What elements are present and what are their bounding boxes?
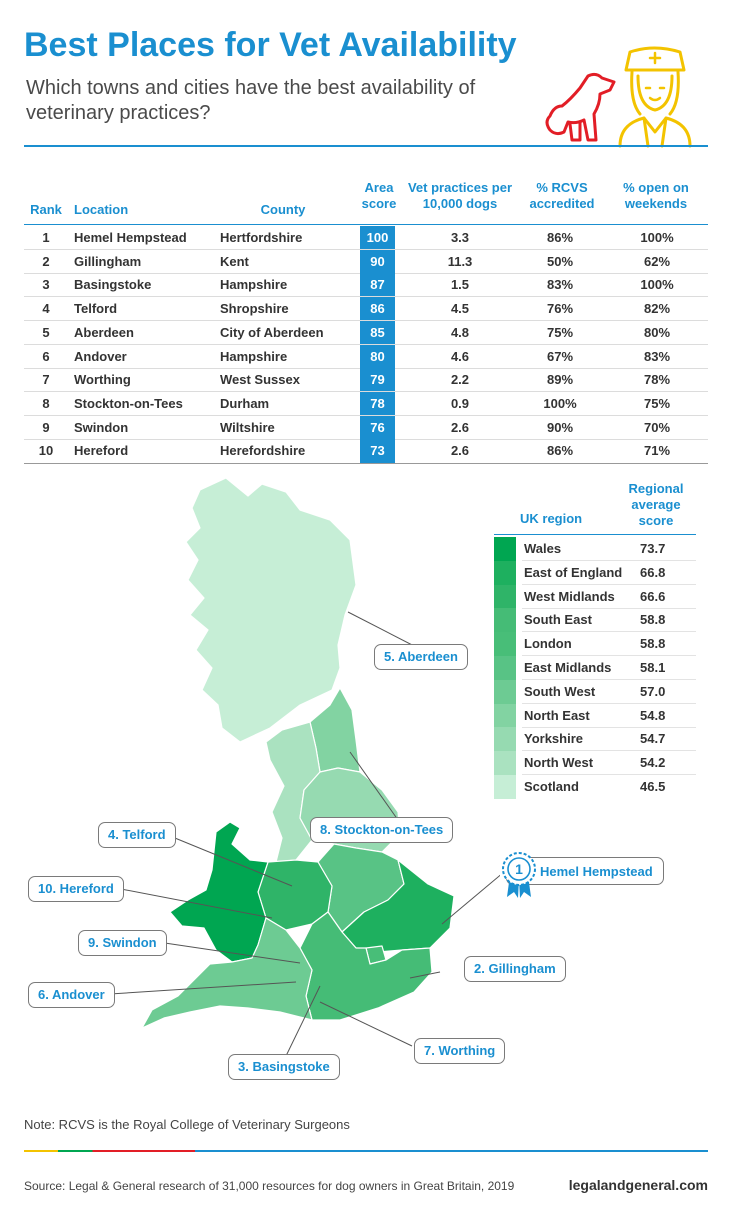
cell-rcvs: 86%: [546, 443, 574, 459]
legend-region-name: North West: [524, 755, 594, 771]
cell-weekends: 100%: [640, 230, 674, 245]
callout-hemel: Hemel Hempstead: [540, 864, 653, 879]
cell-rcvs: 86%: [546, 230, 574, 245]
cell-weekends: 100%: [640, 277, 674, 293]
table-row: [24, 273, 708, 297]
legend-swatch: [494, 751, 516, 775]
cell-rcvs: 100%: [543, 395, 577, 411]
cell-location: Basingstoke: [74, 277, 152, 293]
cell-county: Kent: [220, 253, 249, 269]
cell-rank: 6: [42, 348, 50, 364]
cell-county: West Sussex: [220, 372, 300, 388]
cell-rank: 2: [42, 253, 50, 269]
legend-region-score: 54.2: [640, 755, 666, 771]
page-title: Best Places for Vet Availability: [24, 26, 517, 64]
cell-county: Shropshire: [220, 301, 289, 317]
col-header-rcvs: % RCVS accredited: [529, 180, 595, 211]
table-header-divider: [24, 224, 708, 225]
cell-vets: 11.3: [447, 253, 473, 269]
cell-score: 78: [360, 392, 395, 416]
cell-rcvs: 83%: [546, 277, 574, 293]
cell-county: Hertfordshire: [220, 230, 303, 245]
table-row: [24, 250, 708, 274]
cell-rank: 3: [42, 277, 50, 293]
col-header-weekends: % open on weekends: [623, 180, 689, 211]
col-header-rank: Rank: [30, 202, 62, 217]
legend-item: [494, 537, 696, 561]
region-scotland: [186, 478, 356, 742]
cell-rank: 8: [42, 395, 50, 411]
page-subtitle: Which towns and cities have the best availability of veterinary practices?: [26, 77, 476, 124]
callout-swindon: 9. Swindon: [78, 930, 167, 956]
legend-item: [494, 561, 696, 585]
footnote: Note: RCVS is the Royal College of Veterinary Surgeons: [24, 1117, 350, 1132]
cell-vets: 4.8: [450, 324, 470, 340]
table-row: [24, 321, 708, 345]
col-header-location: Location: [74, 202, 129, 217]
cell-weekends: 82%: [643, 301, 671, 317]
table-row: [24, 416, 708, 440]
legend-region-score: 54.7: [640, 731, 666, 747]
legend-item: [494, 751, 696, 775]
cell-weekends: 75%: [643, 395, 671, 411]
cell-location: Telford: [74, 301, 118, 317]
legend-region-name: North East: [524, 707, 590, 723]
cell-weekends: 80%: [643, 324, 671, 340]
legend-region-name: East of England: [524, 564, 623, 580]
legend-region-score: 73.7: [640, 541, 666, 556]
cell-rcvs: 90%: [546, 419, 574, 435]
cell-location: Worthing: [74, 372, 131, 388]
legend-item: [494, 775, 696, 799]
hero-illustration: [540, 44, 710, 148]
col-header-score: Area score: [361, 180, 397, 211]
legend-region-name: South East: [524, 612, 592, 628]
cell-rcvs: 67%: [546, 348, 574, 364]
legend-swatch: [494, 680, 516, 704]
region-wales: [170, 822, 268, 962]
callout-gillingham: 2. Gillingham: [464, 956, 566, 982]
legend-region-name: East Midlands: [524, 660, 612, 675]
legend-item: [494, 632, 696, 656]
cell-rcvs: 75%: [546, 324, 574, 340]
legend-divider: [494, 534, 696, 535]
legend-swatch: [494, 704, 516, 728]
legend-region-score: 58.8: [640, 636, 666, 652]
source-note: Source: Legal & General research of 31,000 resources for dog owners in Great Britain, 2019: [24, 1179, 515, 1193]
callout-stockton: 8. Stockton-on-Tees: [310, 817, 453, 843]
legend-region-score: 66.8: [640, 564, 666, 580]
cell-rcvs: 76%: [546, 301, 574, 317]
cell-county: City of Aberdeen: [220, 324, 324, 340]
brand-link[interactable]: legalandgeneral.com: [568, 1177, 708, 1193]
legend-region-name: Wales: [524, 541, 562, 556]
cell-score: 73: [360, 439, 395, 463]
legend-header-score: Regional average score: [628, 481, 684, 528]
cell-score: 90: [360, 250, 395, 274]
callout-telford: 4. Telford: [98, 822, 176, 848]
cell-rank: 10: [38, 443, 54, 459]
legend-item: [494, 608, 696, 632]
cell-score: 87: [360, 273, 395, 297]
cell-score: 100: [360, 226, 395, 250]
cell-location: Hemel Hempstead: [74, 230, 187, 245]
vet-nurse-icon: [620, 48, 690, 146]
cell-county: Hampshire: [220, 277, 288, 293]
cell-rcvs: 50%: [546, 253, 574, 269]
cell-weekends: 62%: [643, 253, 671, 269]
legend-region-name: West Midlands: [524, 588, 615, 604]
callout-andover: 6. Andover: [28, 982, 115, 1008]
callout-basingstoke: 3. Basingstoke: [228, 1054, 340, 1080]
header-divider: [24, 145, 708, 147]
legend-region-score: 54.8: [640, 707, 666, 723]
cell-vets: 2.6: [450, 443, 470, 459]
cell-location: Hereford: [74, 443, 129, 459]
cell-weekends: 71%: [643, 443, 671, 459]
cell-location: Andover: [74, 348, 127, 364]
table-row: [24, 439, 708, 463]
cell-score: 79: [360, 368, 395, 392]
legend-item: [494, 585, 696, 609]
cell-vets: 2.6: [450, 419, 470, 435]
cell-weekends: 70%: [643, 419, 671, 435]
footer-divider: [24, 1150, 708, 1152]
cell-county: Durham: [220, 395, 270, 411]
legend-header-region: UK region: [520, 511, 583, 526]
cell-location: Aberdeen: [74, 324, 134, 340]
legend-swatch: [494, 727, 516, 751]
dog-icon: [547, 74, 614, 140]
table-row: [24, 392, 708, 416]
cell-location: Stockton-on-Tees: [74, 395, 183, 411]
callout-aberdeen: 5. Aberdeen: [374, 644, 468, 670]
legend-swatch: [494, 585, 516, 609]
cell-rank: 9: [42, 419, 50, 435]
cell-weekends: 83%: [643, 348, 671, 364]
col-header-vets: Vet practices per 10,000 dogs: [407, 180, 513, 211]
rosette-icon: [501, 851, 537, 899]
cell-score: 86: [360, 297, 395, 321]
cell-vets: 1.5: [450, 277, 470, 293]
cell-location: Swindon: [74, 419, 129, 435]
cell-rank: 1: [42, 230, 50, 245]
cell-vets: 3.3: [450, 230, 470, 245]
legend-region-name: South West: [524, 683, 596, 699]
legend-swatch: [494, 608, 516, 632]
cell-score: 85: [360, 321, 395, 345]
cell-vets: 2.2: [450, 372, 470, 388]
table-row: [24, 226, 708, 250]
cell-rank: 4: [42, 301, 50, 317]
legend-region-score: 66.6: [640, 588, 666, 604]
cell-county: Hampshire: [220, 348, 288, 364]
legend-swatch: [494, 537, 516, 561]
legend-region-score: 58.8: [640, 612, 666, 628]
rosette-rank: 1: [515, 861, 523, 877]
legend-region-score: 46.5: [640, 779, 666, 794]
cell-rank: 5: [42, 324, 50, 340]
legend-item: [494, 704, 696, 728]
callout-hereford: 10. Hereford: [28, 876, 124, 902]
cell-rcvs: 89%: [546, 372, 574, 388]
table-bottom-divider: [24, 463, 708, 464]
legend-region-score: 58.1: [640, 660, 666, 675]
callout-worthing: 7. Worthing: [414, 1038, 505, 1064]
cell-score: 76: [360, 416, 395, 440]
cell-location: Gillingham: [74, 253, 142, 269]
legend-swatch: [494, 561, 516, 585]
cell-vets: 4.6: [450, 348, 470, 364]
cell-county: Wiltshire: [220, 419, 275, 435]
legend-swatch: [494, 775, 516, 799]
legend-swatch: [494, 632, 516, 656]
legend-item: [494, 656, 696, 680]
col-header-county: County: [260, 202, 306, 217]
legend-region-score: 57.0: [640, 683, 666, 699]
cell-vets: 4.5: [450, 301, 470, 317]
table-row: [24, 297, 708, 321]
legend-item: [494, 727, 696, 751]
cell-rank: 7: [42, 372, 50, 388]
cell-county: Herefordshire: [220, 443, 306, 459]
cell-score: 80: [360, 345, 395, 369]
legend-swatch: [494, 656, 516, 680]
legend-region-name: London: [524, 636, 572, 652]
cell-weekends: 78%: [643, 372, 671, 388]
table-row: [24, 345, 708, 369]
legend-item: [494, 680, 696, 704]
table-row: [24, 368, 708, 392]
cell-vets: 0.9: [450, 395, 470, 411]
legend-region-name: Scotland: [524, 779, 579, 794]
legend-region-name: Yorkshire: [524, 731, 584, 747]
